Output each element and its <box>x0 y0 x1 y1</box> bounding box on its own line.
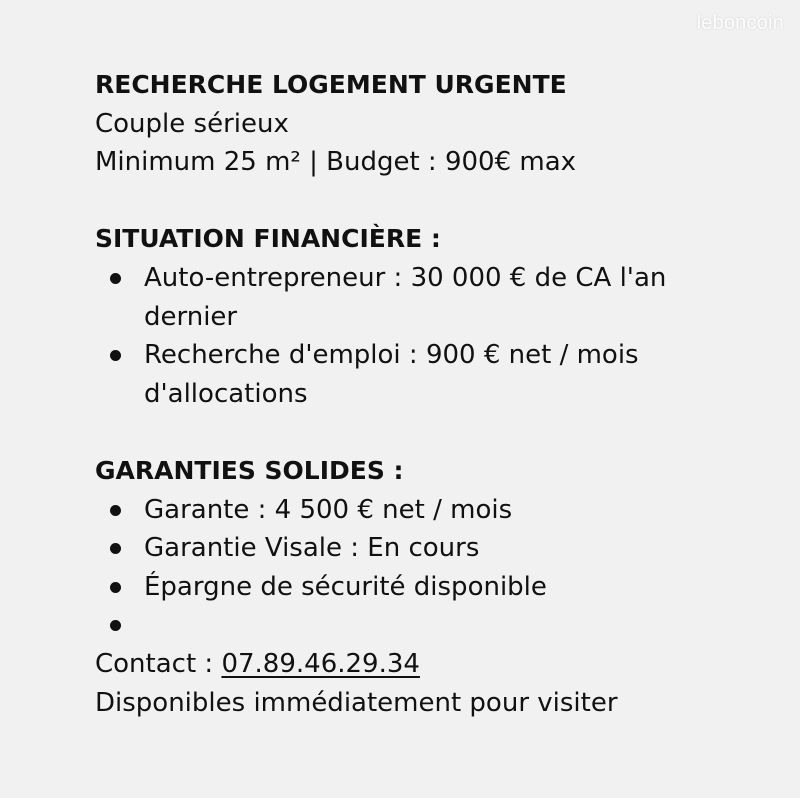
list-item-text <box>144 610 152 640</box>
financial-situation-list <box>95 259 735 413</box>
list-item <box>95 568 735 607</box>
couple-line: Couple sérieux <box>95 108 289 139</box>
guarantees-heading: GARANTIES SOLIDES : <box>95 455 404 485</box>
financial-situation-heading: SITUATION FINANCIÈRE : <box>95 224 441 254</box>
list-item-text: Garante : 4 500 € net / mois <box>144 494 513 525</box>
contact-label: Contact : <box>95 648 222 679</box>
list-item <box>95 259 735 336</box>
list-item <box>95 491 735 530</box>
budget-line: Minimum 25 m² | Budget : 900€ max <box>95 147 577 178</box>
ad-text-block <box>95 66 735 722</box>
contact-line <box>95 645 735 684</box>
contact-phone-link[interactable]: 07.89.46.29.34 <box>221 648 420 679</box>
list-item-text: Garantie Visale : En cours <box>144 533 480 564</box>
spacer <box>95 182 735 221</box>
list-item-empty <box>95 606 735 645</box>
ad-title: RECHERCHE LOGEMENT URGENTE <box>95 70 567 99</box>
list-item-text: Recherche d'emploi : 900 € net / mois d'allocations <box>144 340 639 409</box>
guarantees-list <box>95 491 735 645</box>
list-item-text: Épargne de sécurité disponible <box>144 571 547 602</box>
availability-line: Disponibles immédiatement pour visiter <box>95 687 618 718</box>
list-item <box>95 336 735 413</box>
leboncoin-watermark: leboncoin <box>696 12 784 34</box>
spacer <box>95 413 735 452</box>
list-item <box>95 529 735 568</box>
list-item-text: Auto-entrepreneur : 30 000 € de CA l'an dernier <box>144 262 667 332</box>
